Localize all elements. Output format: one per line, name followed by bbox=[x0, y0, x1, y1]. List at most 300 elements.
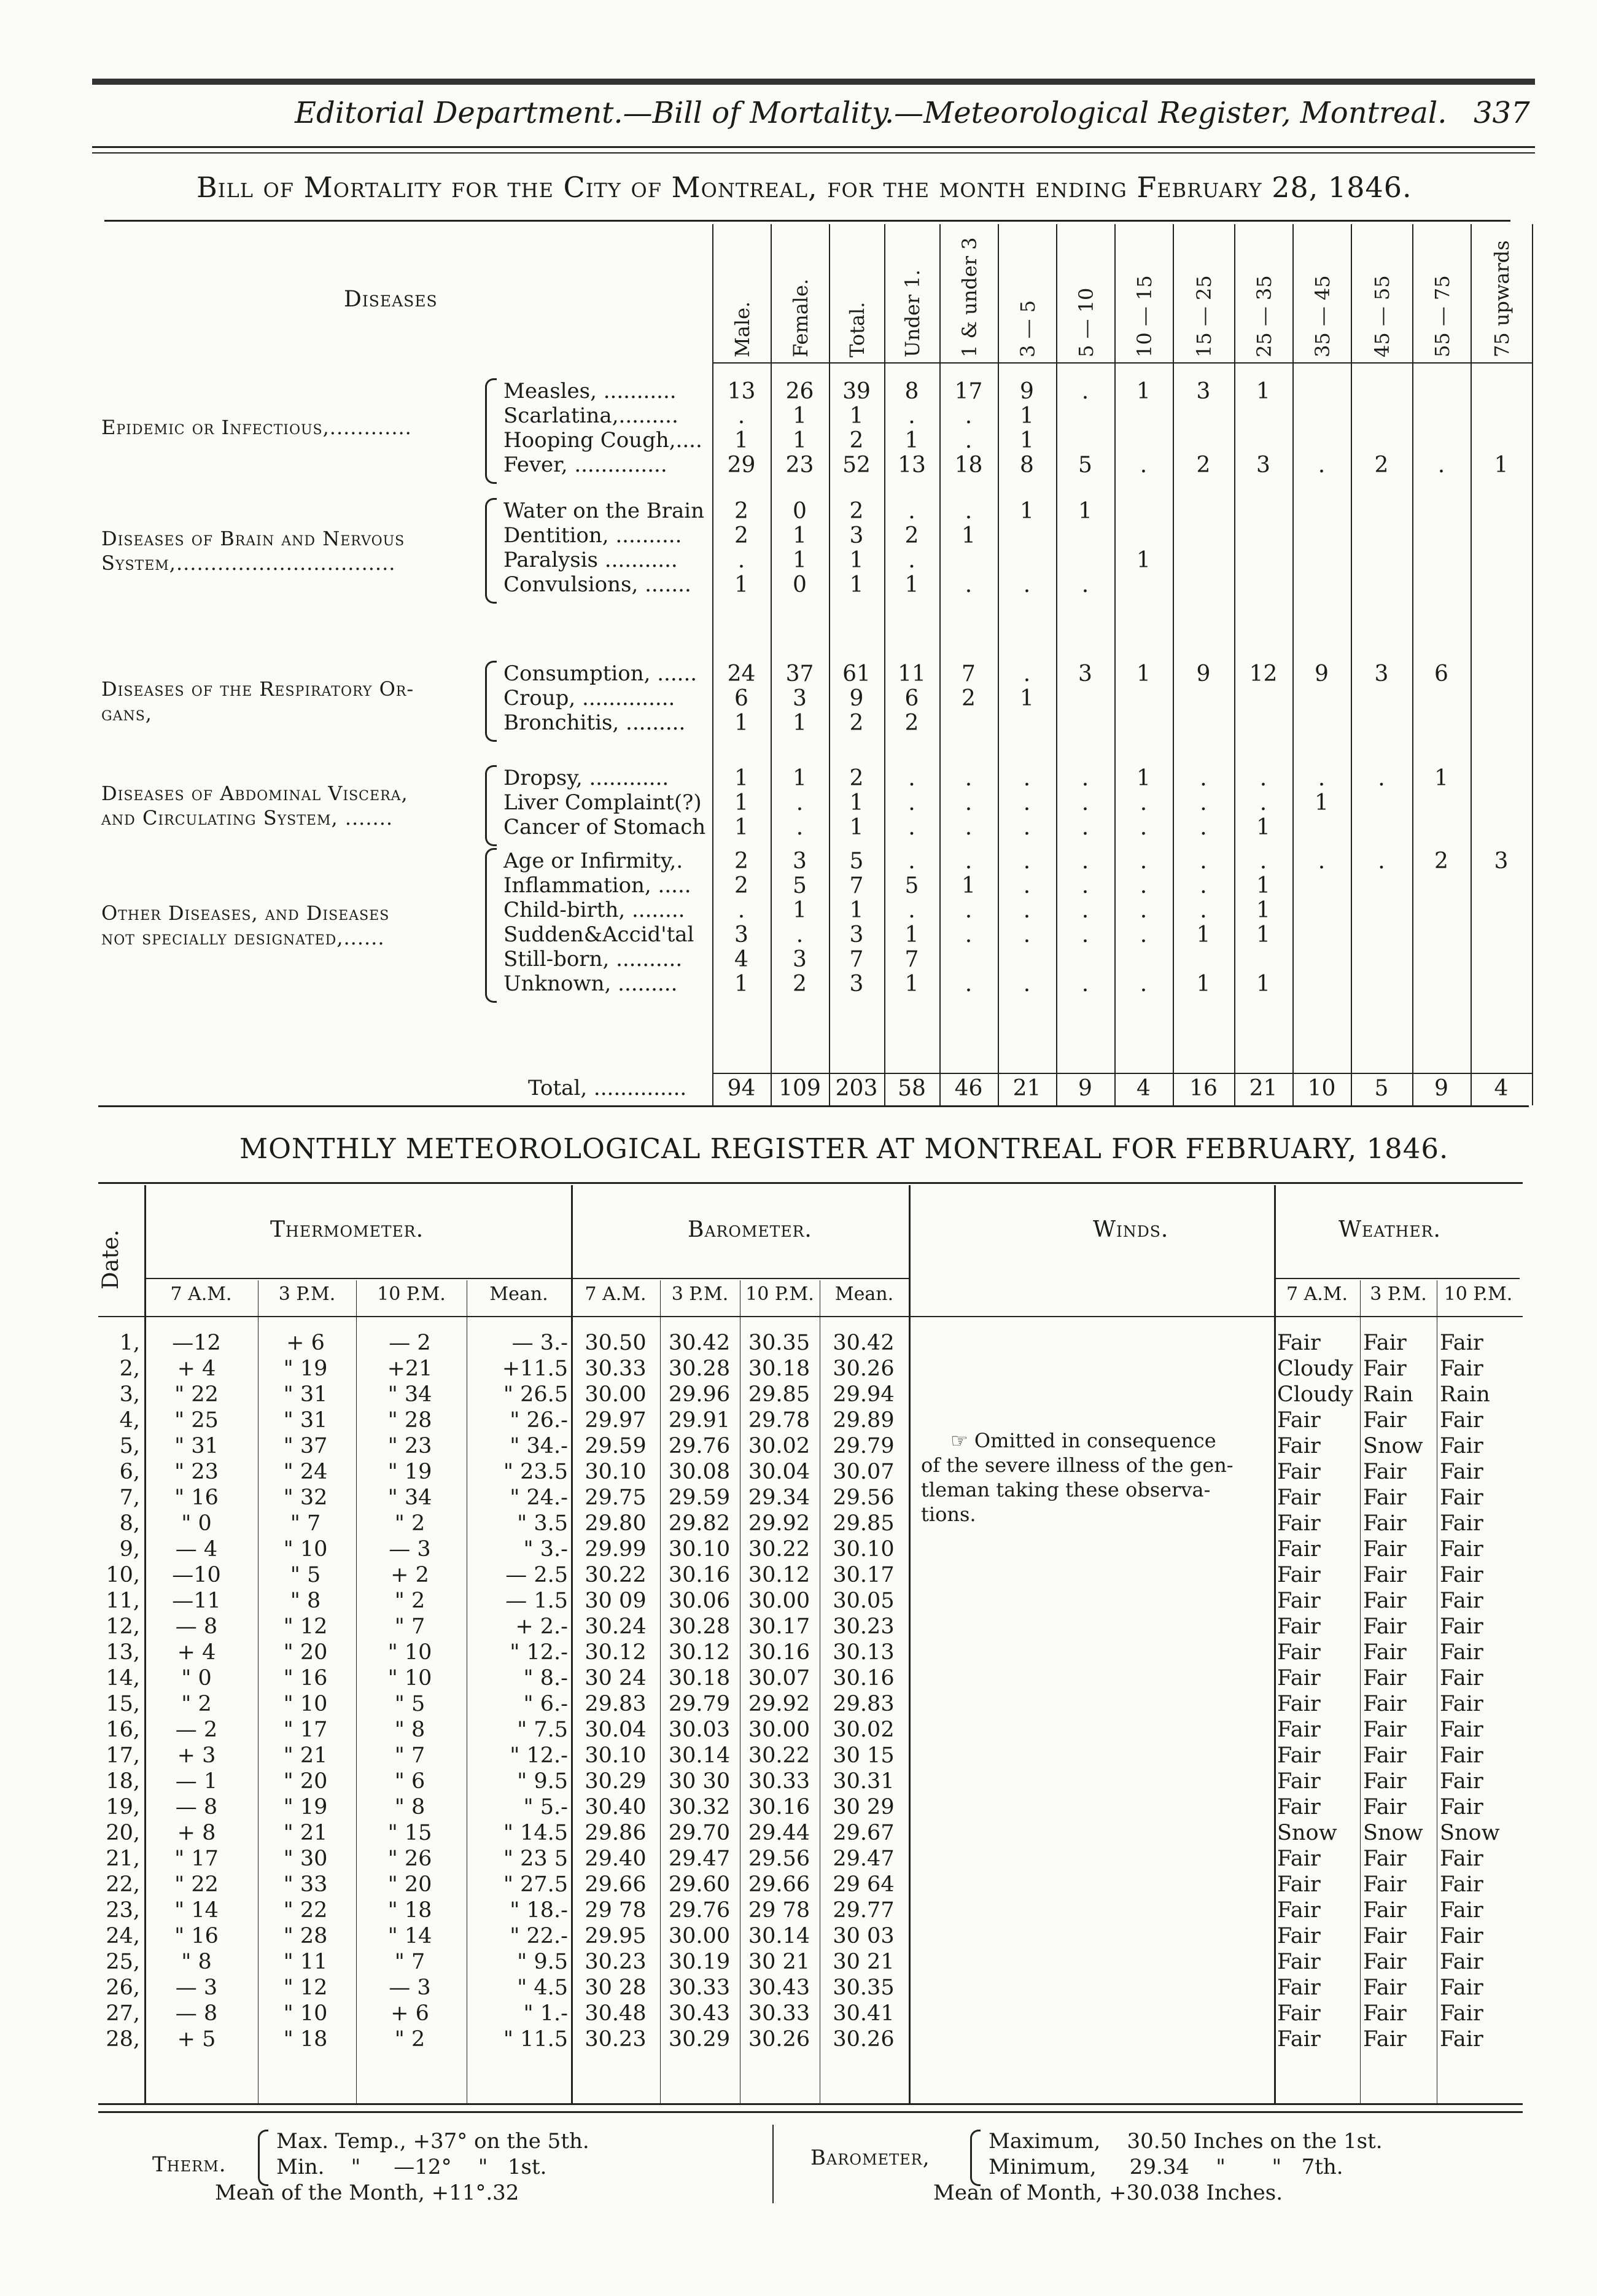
weather-cell: Fair bbox=[1277, 1743, 1321, 1768]
weather-cell: Fair bbox=[1277, 1460, 1321, 1484]
mortality-cell: 1 bbox=[849, 572, 864, 597]
barometer-cell: 30 30 bbox=[668, 1769, 731, 1794]
barometer-cell: 30.16 bbox=[833, 1666, 895, 1691]
group-brace bbox=[485, 765, 497, 846]
thermometer-cell: + 8 bbox=[177, 1821, 216, 1845]
date-cell: 24, bbox=[106, 1924, 140, 1948]
mortality-cell: 2 bbox=[904, 523, 919, 548]
barometer-cell: 30.07 bbox=[748, 1666, 810, 1691]
mortality-cell: . bbox=[1437, 453, 1445, 478]
thermometer-cell: " 30 bbox=[283, 1847, 328, 1871]
mortality-cell: . bbox=[965, 790, 973, 815]
sub-top-rule bbox=[144, 1278, 909, 1279]
meteo-subheader: 10 P.M. bbox=[1444, 1283, 1513, 1305]
weather-cell: Fair bbox=[1440, 1434, 1483, 1458]
mortality-cell: 2 bbox=[849, 710, 864, 736]
barometer-cell: 30.16 bbox=[668, 1563, 731, 1587]
thermometer-cell: " 7 bbox=[290, 1511, 321, 1536]
thermometer-cell: " 26 bbox=[387, 1847, 432, 1871]
running-title: Editorial Department.—Bill of Mortality.—Meteorological Register, Montreal. bbox=[295, 96, 1447, 130]
thermometer-cell: " 18 bbox=[283, 2027, 328, 2052]
barometer-cell: 29.96 bbox=[668, 1382, 731, 1407]
mortality-cell: . bbox=[1140, 453, 1148, 478]
weather-cell: Fair bbox=[1363, 1666, 1407, 1691]
mortality-cell: . bbox=[908, 403, 915, 429]
mortality-cell: 1 bbox=[904, 922, 919, 948]
weather-cell: Fair bbox=[1363, 1485, 1407, 1510]
barometer-header: Barometer. bbox=[688, 1217, 812, 1242]
barometer-cell: 30.10 bbox=[833, 1537, 895, 1562]
thermometer-cell: " 26.- bbox=[510, 1408, 568, 1433]
barometer-cell: 30 29 bbox=[833, 1795, 895, 1819]
sub-bottom-rule bbox=[98, 1316, 1523, 1317]
disease-name: Measles, ........... bbox=[503, 379, 677, 403]
barometer-cell: 30.40 bbox=[585, 1795, 647, 1819]
mortality-cell: 13 bbox=[727, 379, 756, 404]
weather-cell: Fair bbox=[1440, 1924, 1483, 1948]
weather-cell: Fair bbox=[1363, 1924, 1407, 1948]
weather-cell: Fair bbox=[1363, 1975, 1407, 2000]
barometer-cell: 30.33 bbox=[748, 2001, 810, 2026]
weather-cell: Fair bbox=[1440, 2001, 1483, 2026]
mortality-cell: 1 bbox=[1196, 971, 1211, 997]
thermometer-cell: " 18.- bbox=[510, 1898, 568, 1923]
barometer-cell: 29.66 bbox=[748, 1872, 810, 1897]
mortality-cell: . bbox=[737, 898, 745, 923]
mortality-cell: . bbox=[1081, 971, 1089, 997]
thermometer-cell: " 28 bbox=[387, 1408, 432, 1433]
group-brace bbox=[485, 498, 497, 604]
barometer-cell: 29 78 bbox=[585, 1898, 647, 1923]
barometer-cell: 29.59 bbox=[668, 1485, 731, 1510]
barometer-cell: 30.05 bbox=[833, 1589, 895, 1613]
mortality-cell: 26 bbox=[785, 379, 814, 404]
total-cell: 4 bbox=[1137, 1076, 1151, 1101]
thermometer-cell: " 5.- bbox=[523, 1795, 568, 1819]
weather-cell: Fair bbox=[1363, 1563, 1407, 1587]
mortality-cell: 1 bbox=[1137, 766, 1151, 791]
group-brace bbox=[485, 661, 497, 742]
thermometer-cell: " 3.- bbox=[523, 1537, 568, 1562]
weather-cell: Snow bbox=[1277, 1821, 1337, 1845]
barometer-cell: 29 78 bbox=[748, 1898, 810, 1923]
date-cell: 8, bbox=[119, 1511, 140, 1536]
barometer-cell: 30.03 bbox=[668, 1718, 731, 1742]
barometer-cell: 30.00 bbox=[668, 1924, 731, 1948]
therm-brace bbox=[258, 2130, 268, 2186]
mortality-cell: . bbox=[1023, 766, 1031, 791]
mortality-cell: 11 bbox=[898, 661, 926, 687]
thermometer-cell: " 23 5 bbox=[503, 1847, 568, 1871]
weather-cell: Fair bbox=[1363, 1537, 1407, 1562]
thermometer-cell: " 16 bbox=[174, 1485, 219, 1510]
thermometer-cell: " 10 bbox=[283, 1692, 328, 1716]
barometer-cell: 30.33 bbox=[585, 1356, 647, 1381]
thermometer-cell: — 3.- bbox=[511, 1331, 568, 1355]
mortality-cell: 1 bbox=[1020, 499, 1034, 524]
meteo-subheader: 7 A.M. bbox=[170, 1283, 232, 1305]
thermometer-cell: — 4 bbox=[175, 1537, 218, 1562]
thermometer-cell: " 32 bbox=[283, 1485, 328, 1510]
date-cell: 7, bbox=[119, 1485, 140, 1510]
mortality-cell: 2 bbox=[962, 686, 976, 711]
mortality-cell: . bbox=[1259, 849, 1267, 874]
mortality-cell: 1 bbox=[734, 710, 748, 736]
mortality-cell: 7 bbox=[962, 661, 976, 687]
disease-name: Unknown, ......... bbox=[503, 971, 678, 996]
barometer-cell: 30.32 bbox=[668, 1795, 731, 1819]
thermometer-cell: — 3 bbox=[389, 1975, 431, 2000]
mortality-cell: . bbox=[908, 849, 915, 874]
sub-rule bbox=[660, 1280, 661, 2103]
barometer-cell: 30.04 bbox=[748, 1460, 810, 1484]
barometer-cell: 30.23 bbox=[585, 1950, 647, 1974]
barometer-cell: 30.29 bbox=[585, 1769, 647, 1794]
mortality-cell: . bbox=[737, 548, 745, 573]
therm-max: Max. Temp., +37° on the 5th. bbox=[276, 2129, 589, 2154]
mortality-cell: 2 bbox=[904, 710, 919, 736]
mortality-cell: . bbox=[1081, 873, 1089, 898]
mortality-cell: 1 bbox=[793, 710, 807, 736]
mortality-cell: 2 bbox=[849, 766, 864, 791]
barometer-cell: 30.10 bbox=[585, 1460, 647, 1484]
disease-name: Inflammation, ..... bbox=[503, 873, 691, 898]
mortality-cell: 1 bbox=[1020, 428, 1034, 453]
barometer-cell: 29.94 bbox=[833, 1382, 895, 1407]
mortality-cell: 1 bbox=[849, 898, 864, 923]
thermometer-cell: " 7 bbox=[394, 1950, 425, 1974]
weather-cell: Fair bbox=[1440, 1872, 1483, 1897]
thermometer-cell: " 11.5 bbox=[503, 2027, 568, 2052]
mortality-cell: . bbox=[1200, 815, 1207, 840]
weather-cell: Fair bbox=[1440, 1666, 1483, 1691]
mortality-cell: . bbox=[965, 766, 973, 791]
barometer-cell: 30 09 bbox=[585, 1589, 647, 1613]
mortality-cell: 6 bbox=[904, 686, 919, 711]
weather-cell: Fair bbox=[1440, 1614, 1483, 1639]
barometer-cell: 30.10 bbox=[585, 1743, 647, 1768]
disease-name: Sudden&Accid'tal bbox=[503, 922, 694, 947]
barometer-cell: 30.50 bbox=[585, 1331, 647, 1355]
barometer-cell: 30.23 bbox=[833, 1614, 895, 1639]
barometer-cell: 30.42 bbox=[668, 1331, 731, 1355]
therm-summary-label: Therm. bbox=[152, 2152, 227, 2177]
total-cell: 203 bbox=[835, 1076, 878, 1101]
weather-cell: Fair bbox=[1277, 1537, 1321, 1562]
mortality-cell: . bbox=[1140, 971, 1148, 997]
mortality-cell: 1 bbox=[734, 815, 748, 840]
mortality-cell: 3 bbox=[793, 849, 807, 874]
thermometer-cell: —11 bbox=[172, 1589, 221, 1613]
barometer-cell: 30.28 bbox=[668, 1356, 731, 1381]
mortality-cell: . bbox=[796, 815, 804, 840]
mortality-cell: 3 bbox=[793, 947, 807, 972]
weather-cell: Fair bbox=[1363, 1692, 1407, 1716]
thermometer-cell: " 10 bbox=[387, 1640, 432, 1665]
weather-cell: Fair bbox=[1363, 2001, 1407, 2026]
mortality-cell: . bbox=[1081, 849, 1089, 874]
thermometer-cell: — 8 bbox=[175, 1795, 218, 1819]
mortality-cell: 1 bbox=[734, 971, 748, 997]
barometer-cell: 30.41 bbox=[833, 2001, 895, 2026]
thermometer-cell: " 22 bbox=[174, 1382, 219, 1407]
weather-cell: Fair bbox=[1363, 1356, 1407, 1381]
thermometer-cell: " 16 bbox=[174, 1924, 219, 1948]
barometer-cell: 30.07 bbox=[833, 1460, 895, 1484]
mortality-cell: 1 bbox=[904, 971, 919, 997]
mortality-cell: 1 bbox=[1256, 922, 1270, 948]
baro-min: Minimum, 29.34 " " 7th. bbox=[989, 2155, 1343, 2179]
mortality-cell: 3 bbox=[849, 922, 864, 948]
mortality-cell: . bbox=[965, 815, 973, 840]
barometer-cell: 29.44 bbox=[748, 1821, 810, 1845]
barometer-cell: 30.04 bbox=[585, 1718, 647, 1742]
total-cell: 5 bbox=[1374, 1076, 1389, 1101]
total-cell: 21 bbox=[1249, 1076, 1278, 1101]
disease-name: Liver Complaint(?) bbox=[503, 790, 702, 815]
disease-name: Cancer of Stomach bbox=[503, 815, 706, 839]
mortality-cell: 1 bbox=[962, 873, 976, 898]
mortality-cell: 6 bbox=[734, 686, 748, 711]
mortality-cell: . bbox=[1200, 898, 1207, 923]
total-cell: 16 bbox=[1189, 1076, 1218, 1101]
thermometer-cell: " 24 bbox=[283, 1460, 328, 1484]
mortality-cell: . bbox=[1378, 766, 1385, 791]
mortality-cell: 18 bbox=[954, 453, 983, 478]
weather-cell: Fair bbox=[1277, 1975, 1321, 2000]
thermometer-cell: " 34.- bbox=[510, 1434, 568, 1458]
weather-cell: Fair bbox=[1277, 1408, 1321, 1433]
mortality-cell: 4 bbox=[734, 947, 748, 972]
total-rule bbox=[712, 1073, 1532, 1074]
disease-name: Fever, .............. bbox=[503, 453, 667, 477]
mortality-cell: . bbox=[1023, 971, 1031, 997]
thermometer-cell: " 8 bbox=[181, 1950, 212, 1974]
barometer-cell: 30.00 bbox=[748, 1589, 810, 1613]
summary-divider bbox=[772, 2125, 774, 2203]
thermometer-cell: " 22 bbox=[174, 1872, 219, 1897]
thermometer-cell: " 12 bbox=[283, 1975, 328, 2000]
disease-name: Age or Infirmity,. bbox=[503, 849, 683, 873]
mortality-cell: 3 bbox=[1494, 849, 1509, 874]
weather-cell: Fair bbox=[1440, 1692, 1483, 1716]
barometer-cell: 30.18 bbox=[748, 1356, 810, 1381]
thermometer-cell: — 3 bbox=[389, 1537, 431, 1562]
barometer-cell: 29.75 bbox=[585, 1485, 647, 1510]
disease-name: Dropsy, ............ bbox=[503, 766, 669, 790]
barometer-cell: 30.12 bbox=[668, 1640, 731, 1665]
disease-name: Dentition, .......... bbox=[503, 523, 682, 548]
barometer-cell: 29.82 bbox=[668, 1511, 731, 1536]
mortality-cell: 1 bbox=[793, 523, 807, 548]
weather-cell: Fair bbox=[1277, 2001, 1321, 2026]
thermometer-cell: " 8 bbox=[394, 1795, 425, 1819]
weather-cell: Fair bbox=[1277, 1589, 1321, 1613]
mortality-cell: 1 bbox=[1020, 686, 1034, 711]
barometer-cell: 29.99 bbox=[585, 1537, 647, 1562]
weather-cell: Fair bbox=[1440, 1950, 1483, 1974]
thermometer-cell: " 14 bbox=[174, 1898, 219, 1923]
weather-cell: Fair bbox=[1363, 1847, 1407, 1871]
barometer-cell: 30.33 bbox=[668, 1975, 731, 2000]
thermometer-cell: " 25 bbox=[174, 1408, 219, 1433]
mortality-cell: 1 bbox=[1256, 971, 1270, 997]
mortality-cell: . bbox=[965, 499, 973, 524]
sub-top-rule bbox=[1274, 1278, 1520, 1279]
meteo-subheader: Mean. bbox=[834, 1283, 894, 1305]
mortality-cell: 1 bbox=[1434, 766, 1448, 791]
thermometer-cell: " 20 bbox=[387, 1872, 432, 1897]
barometer-cell: 29.97 bbox=[585, 1408, 647, 1433]
weather-cell: Fair bbox=[1277, 1485, 1321, 1510]
mortality-cell: . bbox=[1023, 572, 1031, 597]
mortality-cell: . bbox=[1318, 766, 1326, 791]
column-header: 10 — 15 bbox=[1132, 275, 1156, 357]
thermometer-cell: " 34 bbox=[387, 1382, 432, 1407]
barometer-cell: 30.12 bbox=[585, 1640, 647, 1665]
mortality-cell: . bbox=[965, 898, 973, 923]
mortality-cell: 3 bbox=[1256, 453, 1270, 478]
mortality-cell: 3 bbox=[1374, 661, 1389, 687]
thermometer-cell: " 4.5 bbox=[517, 1975, 568, 2000]
therm-mean: Mean of the Month, +11°.32 bbox=[215, 2181, 519, 2205]
disease-name: Paralysis ........... bbox=[503, 548, 678, 572]
weather-cell: Fair bbox=[1440, 1743, 1483, 1768]
barometer-cell: 30.22 bbox=[585, 1563, 647, 1587]
date-cell: 6, bbox=[119, 1460, 140, 1484]
thermometer-cell: + 2.- bbox=[515, 1614, 568, 1639]
baro-brace bbox=[970, 2130, 981, 2186]
thermometer-cell: " 17 bbox=[283, 1718, 328, 1742]
weather-cell: Fair bbox=[1440, 1511, 1483, 1536]
disease-name: Croup, .............. bbox=[503, 686, 675, 710]
thermometer-cell: " 37 bbox=[283, 1434, 328, 1458]
meteo-subheader: 3 P.M. bbox=[278, 1283, 336, 1305]
mortality-cell: 5 bbox=[849, 849, 864, 874]
barometer-cell: 29.79 bbox=[668, 1692, 731, 1716]
thermometer-cell: — 8 bbox=[175, 1614, 218, 1639]
barometer-cell: 29.92 bbox=[748, 1511, 810, 1536]
thermometer-cell: " 31 bbox=[174, 1434, 219, 1458]
total-label: Total, .............. bbox=[528, 1076, 687, 1100]
mortality-cell: 1 bbox=[1196, 922, 1211, 948]
date-cell: 22, bbox=[106, 1872, 140, 1897]
mortality-cell: 1 bbox=[1256, 379, 1270, 404]
mortality-cell: 5 bbox=[904, 873, 919, 898]
mortality-cell: . bbox=[1378, 849, 1385, 874]
mortality-cell: 1 bbox=[849, 790, 864, 815]
date-cell: 13, bbox=[106, 1640, 140, 1665]
barometer-cell: 30 21 bbox=[748, 1950, 810, 1974]
thermometer-cell: " 7.5 bbox=[517, 1718, 568, 1742]
section-rule bbox=[909, 1185, 911, 2103]
column-header: 15 — 25 bbox=[1192, 275, 1216, 357]
date-cell: 28, bbox=[106, 2027, 140, 2052]
date-cell: 1, bbox=[119, 1331, 140, 1355]
mortality-cell: . bbox=[1023, 815, 1031, 840]
column-header: Under 1. bbox=[901, 270, 924, 357]
barometer-cell: 30.28 bbox=[668, 1614, 731, 1639]
mortality-cell: . bbox=[1023, 898, 1031, 923]
weather-cell: Fair bbox=[1363, 1640, 1407, 1665]
weather-cell: Snow bbox=[1440, 1821, 1500, 1845]
barometer-cell: 30.16 bbox=[748, 1640, 810, 1665]
barometer-cell: 30.14 bbox=[748, 1924, 810, 1948]
barometer-cell: 30.43 bbox=[748, 1975, 810, 2000]
weather-cell: Fair bbox=[1440, 1975, 1483, 2000]
weather-cell: Fair bbox=[1363, 1614, 1407, 1639]
mortality-cell: . bbox=[796, 922, 804, 948]
disease-group-label: not specially designated,...... bbox=[101, 926, 385, 949]
mortality-cell: . bbox=[965, 403, 973, 429]
thermometer-cell: — 2.5 bbox=[505, 1563, 568, 1587]
mortality-cell: 1 bbox=[1137, 379, 1151, 404]
date-cell: 15, bbox=[106, 1692, 140, 1716]
mortality-cell: 1 bbox=[849, 548, 864, 573]
mortality-cell: . bbox=[965, 572, 973, 597]
thermometer-cell: " 16 bbox=[283, 1666, 328, 1691]
sub-rule bbox=[1360, 1280, 1361, 2103]
barometer-cell: 29.79 bbox=[833, 1434, 895, 1458]
weather-cell: Fair bbox=[1363, 1950, 1407, 1974]
mortality-cell: 1 bbox=[1137, 661, 1151, 687]
mortality-cell: . bbox=[1081, 790, 1089, 815]
mortality-cell: 1 bbox=[793, 548, 807, 573]
thermometer-cell: " 15 bbox=[387, 1821, 432, 1845]
baro-mean: Mean of Month, +30.038 Inches. bbox=[933, 2181, 1283, 2205]
mortality-cell: . bbox=[1081, 766, 1089, 791]
weather-cell: Fair bbox=[1277, 1563, 1321, 1587]
weather-cell: Fair bbox=[1277, 1718, 1321, 1742]
mortality-cell: 13 bbox=[898, 453, 926, 478]
weather-cell: Fair bbox=[1363, 1898, 1407, 1923]
mortality-cell: 39 bbox=[842, 379, 871, 404]
mortality-cell: 1 bbox=[1078, 499, 1092, 524]
mortality-cell: 1 bbox=[793, 428, 807, 453]
disease-name: Bronchitis, ......... bbox=[503, 710, 686, 735]
disease-name: Consumption, ...... bbox=[503, 661, 697, 686]
group-brace bbox=[485, 848, 497, 1003]
mortality-cell: 52 bbox=[842, 453, 871, 478]
mortality-cell: . bbox=[796, 790, 804, 815]
barometer-cell: 29.70 bbox=[668, 1821, 731, 1845]
mortality-cell: . bbox=[1200, 849, 1207, 874]
thermometer-cell: " 8 bbox=[290, 1589, 321, 1613]
mortality-cell: . bbox=[908, 766, 915, 791]
thermometer-cell: " 7 bbox=[394, 1614, 425, 1639]
disease-group-label: and Circulating System, ....... bbox=[101, 806, 394, 830]
date-cell: 10, bbox=[106, 1563, 140, 1587]
barometer-cell: 30 24 bbox=[585, 1666, 647, 1691]
date-cell: 16, bbox=[106, 1718, 140, 1742]
weather-cell: Fair bbox=[1363, 1511, 1407, 1536]
weather-cell: Fair bbox=[1277, 1331, 1321, 1355]
meteo-subheader: 10 P.M. bbox=[377, 1283, 446, 1305]
thermometer-cell: + 4 bbox=[177, 1356, 216, 1381]
weather-cell: Fair bbox=[1363, 1589, 1407, 1613]
mortality-cell: 8 bbox=[1020, 453, 1034, 478]
barometer-cell: 29.59 bbox=[585, 1434, 647, 1458]
mortality-cell: . bbox=[1023, 922, 1031, 948]
weather-cell: Snow bbox=[1363, 1434, 1423, 1458]
mortality-cell: . bbox=[1259, 766, 1267, 791]
mortality-cell: 9 bbox=[1020, 379, 1034, 404]
weather-cell: Fair bbox=[1277, 1769, 1321, 1794]
mortality-cell: 24 bbox=[727, 661, 756, 687]
mortality-cell: 1 bbox=[793, 766, 807, 791]
mortality-cell: 2 bbox=[734, 849, 748, 874]
weather-cell: Fair bbox=[1363, 1872, 1407, 1897]
